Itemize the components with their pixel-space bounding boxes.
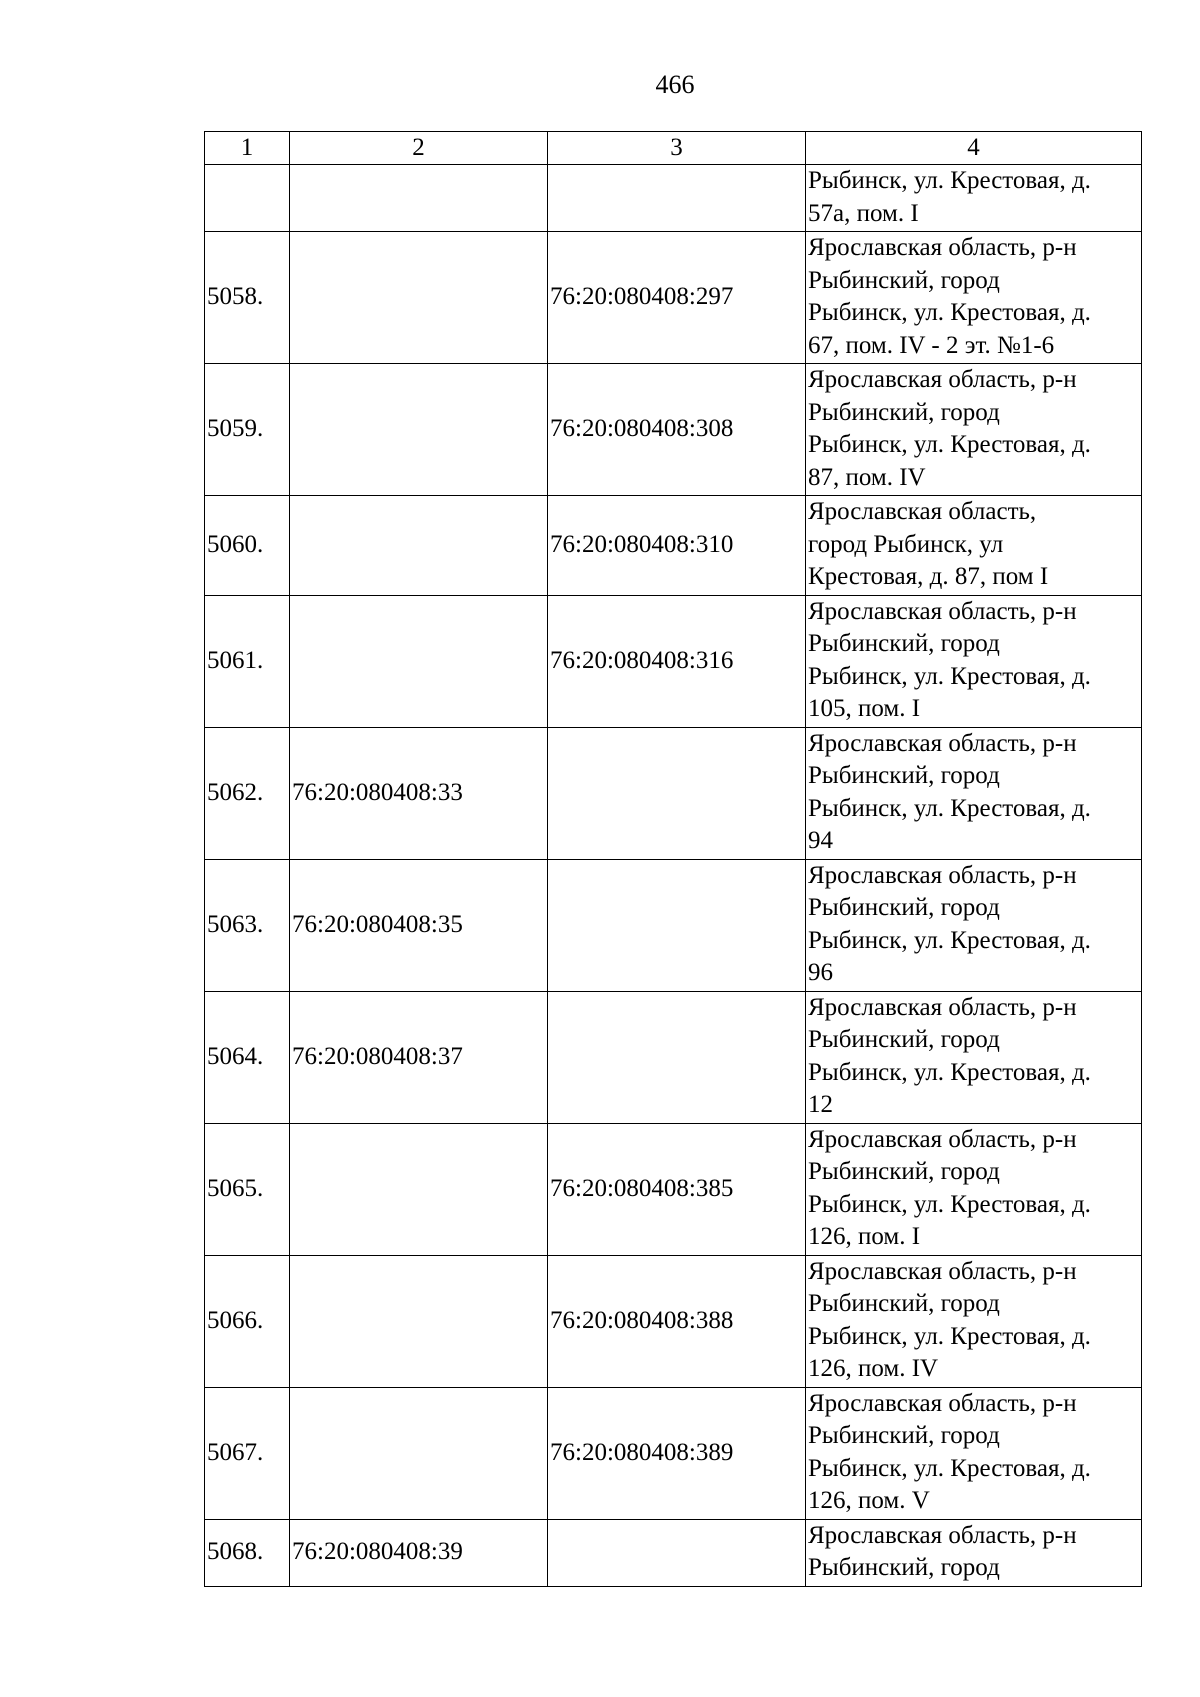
address-line: Рыбинский, город bbox=[808, 266, 1000, 294]
row-number-cell: 5062. bbox=[205, 727, 290, 859]
column-header: 3 bbox=[548, 132, 806, 165]
address-line: 94 bbox=[808, 827, 833, 854]
address-line: город Рыбинск, ул bbox=[808, 530, 1004, 558]
address-line: Рыбинск, ул. Крестовая, д. bbox=[808, 299, 1091, 326]
row-number-cell: 5066. bbox=[205, 1255, 290, 1387]
cadastral-number-cell bbox=[290, 165, 548, 232]
cadastral-number-cell bbox=[548, 165, 806, 232]
address-cell bbox=[806, 1123, 1142, 1255]
column-header: 2 bbox=[290, 132, 548, 165]
table-row bbox=[205, 1387, 1142, 1519]
address-cell bbox=[806, 364, 1142, 496]
address-line: Ярославская область, bbox=[808, 498, 1037, 525]
address-cell bbox=[806, 595, 1142, 727]
row-number-cell: 5061. bbox=[205, 595, 290, 727]
address-line: 12 bbox=[808, 1091, 833, 1118]
cadastral-number-cell: 76:20:080408:308 bbox=[548, 364, 806, 496]
row-number-cell: 5065. bbox=[205, 1123, 290, 1255]
address-line: 126, пом. V bbox=[808, 1487, 930, 1514]
table-row bbox=[205, 727, 1142, 859]
row-number-cell bbox=[205, 165, 290, 232]
cadastral-number-cell bbox=[290, 1387, 548, 1519]
table-row bbox=[205, 165, 1142, 232]
address-line: 67, пом. IV - 2 эт. №1-6 bbox=[808, 331, 1055, 359]
address-cell bbox=[806, 165, 1142, 232]
address-line: Крестовая, д. 87, пом I bbox=[808, 563, 1049, 590]
address-line: Ярославская область, р-н bbox=[808, 1521, 1077, 1549]
address-line: 57а, пом. I bbox=[808, 199, 919, 227]
cadastral-number-cell bbox=[290, 595, 548, 727]
cadastral-number-cell: 76:20:080408:389 bbox=[548, 1387, 806, 1519]
address-line: Рыбинск, ул. Крестовая, д. bbox=[808, 1454, 1091, 1482]
cadastral-number-cell bbox=[548, 991, 806, 1123]
cadastral-number-cell bbox=[290, 364, 548, 496]
address-line: Рыбинск, ул. Крестовая, д. bbox=[808, 1058, 1091, 1086]
row-number-cell: 5059. bbox=[205, 364, 290, 496]
address-line: Ярославская область, р-н bbox=[808, 366, 1077, 393]
column-header: 1 bbox=[205, 132, 290, 165]
table-row bbox=[205, 232, 1142, 364]
address-line: Ярославская область, р-н bbox=[808, 597, 1077, 625]
table-row bbox=[205, 1519, 1142, 1586]
cadastral-number-cell: 76:20:080408:297 bbox=[548, 232, 806, 364]
cadastral-number-cell: 76:20:080408:316 bbox=[548, 595, 806, 727]
table-body bbox=[205, 165, 1142, 1587]
address-line: Ярославская область, р-н bbox=[808, 1389, 1077, 1417]
cadastral-number-cell: 76:20:080408:37 bbox=[290, 991, 548, 1123]
cadastral-number-cell bbox=[290, 232, 548, 364]
row-number-cell: 5064. bbox=[205, 991, 290, 1123]
row-number-cell: 5067. bbox=[205, 1387, 290, 1519]
address-line: Рыбинск, ул. Крестовая, д. bbox=[808, 662, 1091, 690]
address-line: Ярославская область, р-н bbox=[808, 861, 1077, 889]
cadastral-number-cell: 76:20:080408:310 bbox=[548, 496, 806, 596]
cadastral-number-cell bbox=[290, 1123, 548, 1255]
cadastral-number-cell bbox=[290, 1255, 548, 1387]
address-line: Рыбинск, ул. Крестовая, д. bbox=[808, 926, 1091, 954]
address-cell bbox=[806, 496, 1142, 596]
address-line: Рыбинский, город bbox=[808, 1554, 1000, 1581]
address-line: Рыбинский, город bbox=[808, 398, 1000, 426]
table-row bbox=[205, 364, 1142, 496]
address-line: 96 bbox=[808, 959, 833, 986]
address-line: Рыбинский, город bbox=[808, 1158, 1000, 1185]
address-line: Рыбинский, город bbox=[808, 1290, 1000, 1317]
address-cell bbox=[806, 1519, 1142, 1586]
address-line: 87, пом. IV bbox=[808, 463, 926, 491]
address-line: Ярославская область, р-н bbox=[808, 729, 1077, 757]
address-cell bbox=[806, 859, 1142, 991]
table-row bbox=[205, 859, 1142, 991]
address-line: 105, пом. I bbox=[808, 695, 921, 722]
registry-table bbox=[204, 131, 1142, 1587]
cadastral-number-cell: 76:20:080408:385 bbox=[548, 1123, 806, 1255]
row-number-cell: 5063. bbox=[205, 859, 290, 991]
address-line: Рыбинск, ул. Крестовая, д. bbox=[808, 794, 1091, 822]
table-row bbox=[205, 595, 1142, 727]
cadastral-number-cell: 76:20:080408:39 bbox=[290, 1519, 548, 1586]
table-row bbox=[205, 991, 1142, 1123]
address-cell bbox=[806, 727, 1142, 859]
address-cell bbox=[806, 1255, 1142, 1387]
address-line: Рыбинский, город bbox=[808, 630, 1000, 657]
cadastral-number-cell bbox=[290, 496, 548, 596]
address-line: Рыбинск, ул. Крестовая, д. bbox=[808, 431, 1091, 458]
row-number-cell: 5058. bbox=[205, 232, 290, 364]
address-line: 126, пом. I bbox=[808, 1223, 921, 1250]
cadastral-number-cell: 76:20:080408:388 bbox=[548, 1255, 806, 1387]
row-number-cell: 5068. bbox=[205, 1519, 290, 1586]
address-line: Ярославская область, р-н bbox=[808, 1257, 1077, 1285]
address-line: Ярославская область, р-н bbox=[808, 234, 1077, 261]
address-line: 126, пом. IV bbox=[808, 1355, 939, 1382]
address-line: Рыбинский, город bbox=[808, 762, 1000, 789]
address-line: Рыбинск, ул. Крестовая, д. bbox=[808, 1190, 1091, 1218]
page-number: 466 bbox=[655, 70, 695, 99]
cadastral-number-cell: 76:20:080408:35 bbox=[290, 859, 548, 991]
cadastral-number-cell bbox=[548, 1519, 806, 1586]
address-line: Рыбинск, ул. Крестовая, д. bbox=[808, 167, 1091, 194]
table-row bbox=[205, 1123, 1142, 1255]
address-line: Рыбинский, город bbox=[808, 1026, 1000, 1053]
address-line: Рыбинский, город bbox=[808, 894, 1000, 921]
table-header-row bbox=[205, 132, 1142, 165]
address-cell bbox=[806, 1387, 1142, 1519]
cadastral-number-cell bbox=[548, 727, 806, 859]
cadastral-number-cell: 76:20:080408:33 bbox=[290, 727, 548, 859]
address-cell bbox=[806, 991, 1142, 1123]
column-header: 4 bbox=[806, 132, 1142, 165]
address-line: Рыбинский, город bbox=[808, 1422, 1000, 1449]
address-cell bbox=[806, 232, 1142, 364]
cadastral-number-cell bbox=[548, 859, 806, 991]
table-row bbox=[205, 496, 1142, 596]
row-number-cell: 5060. bbox=[205, 496, 290, 596]
address-line: Ярославская область, р-н bbox=[808, 1125, 1077, 1153]
address-line: Ярославская область, р-н bbox=[808, 993, 1077, 1021]
address-line: Рыбинск, ул. Крестовая, д. bbox=[808, 1322, 1091, 1350]
table-row bbox=[205, 1255, 1142, 1387]
